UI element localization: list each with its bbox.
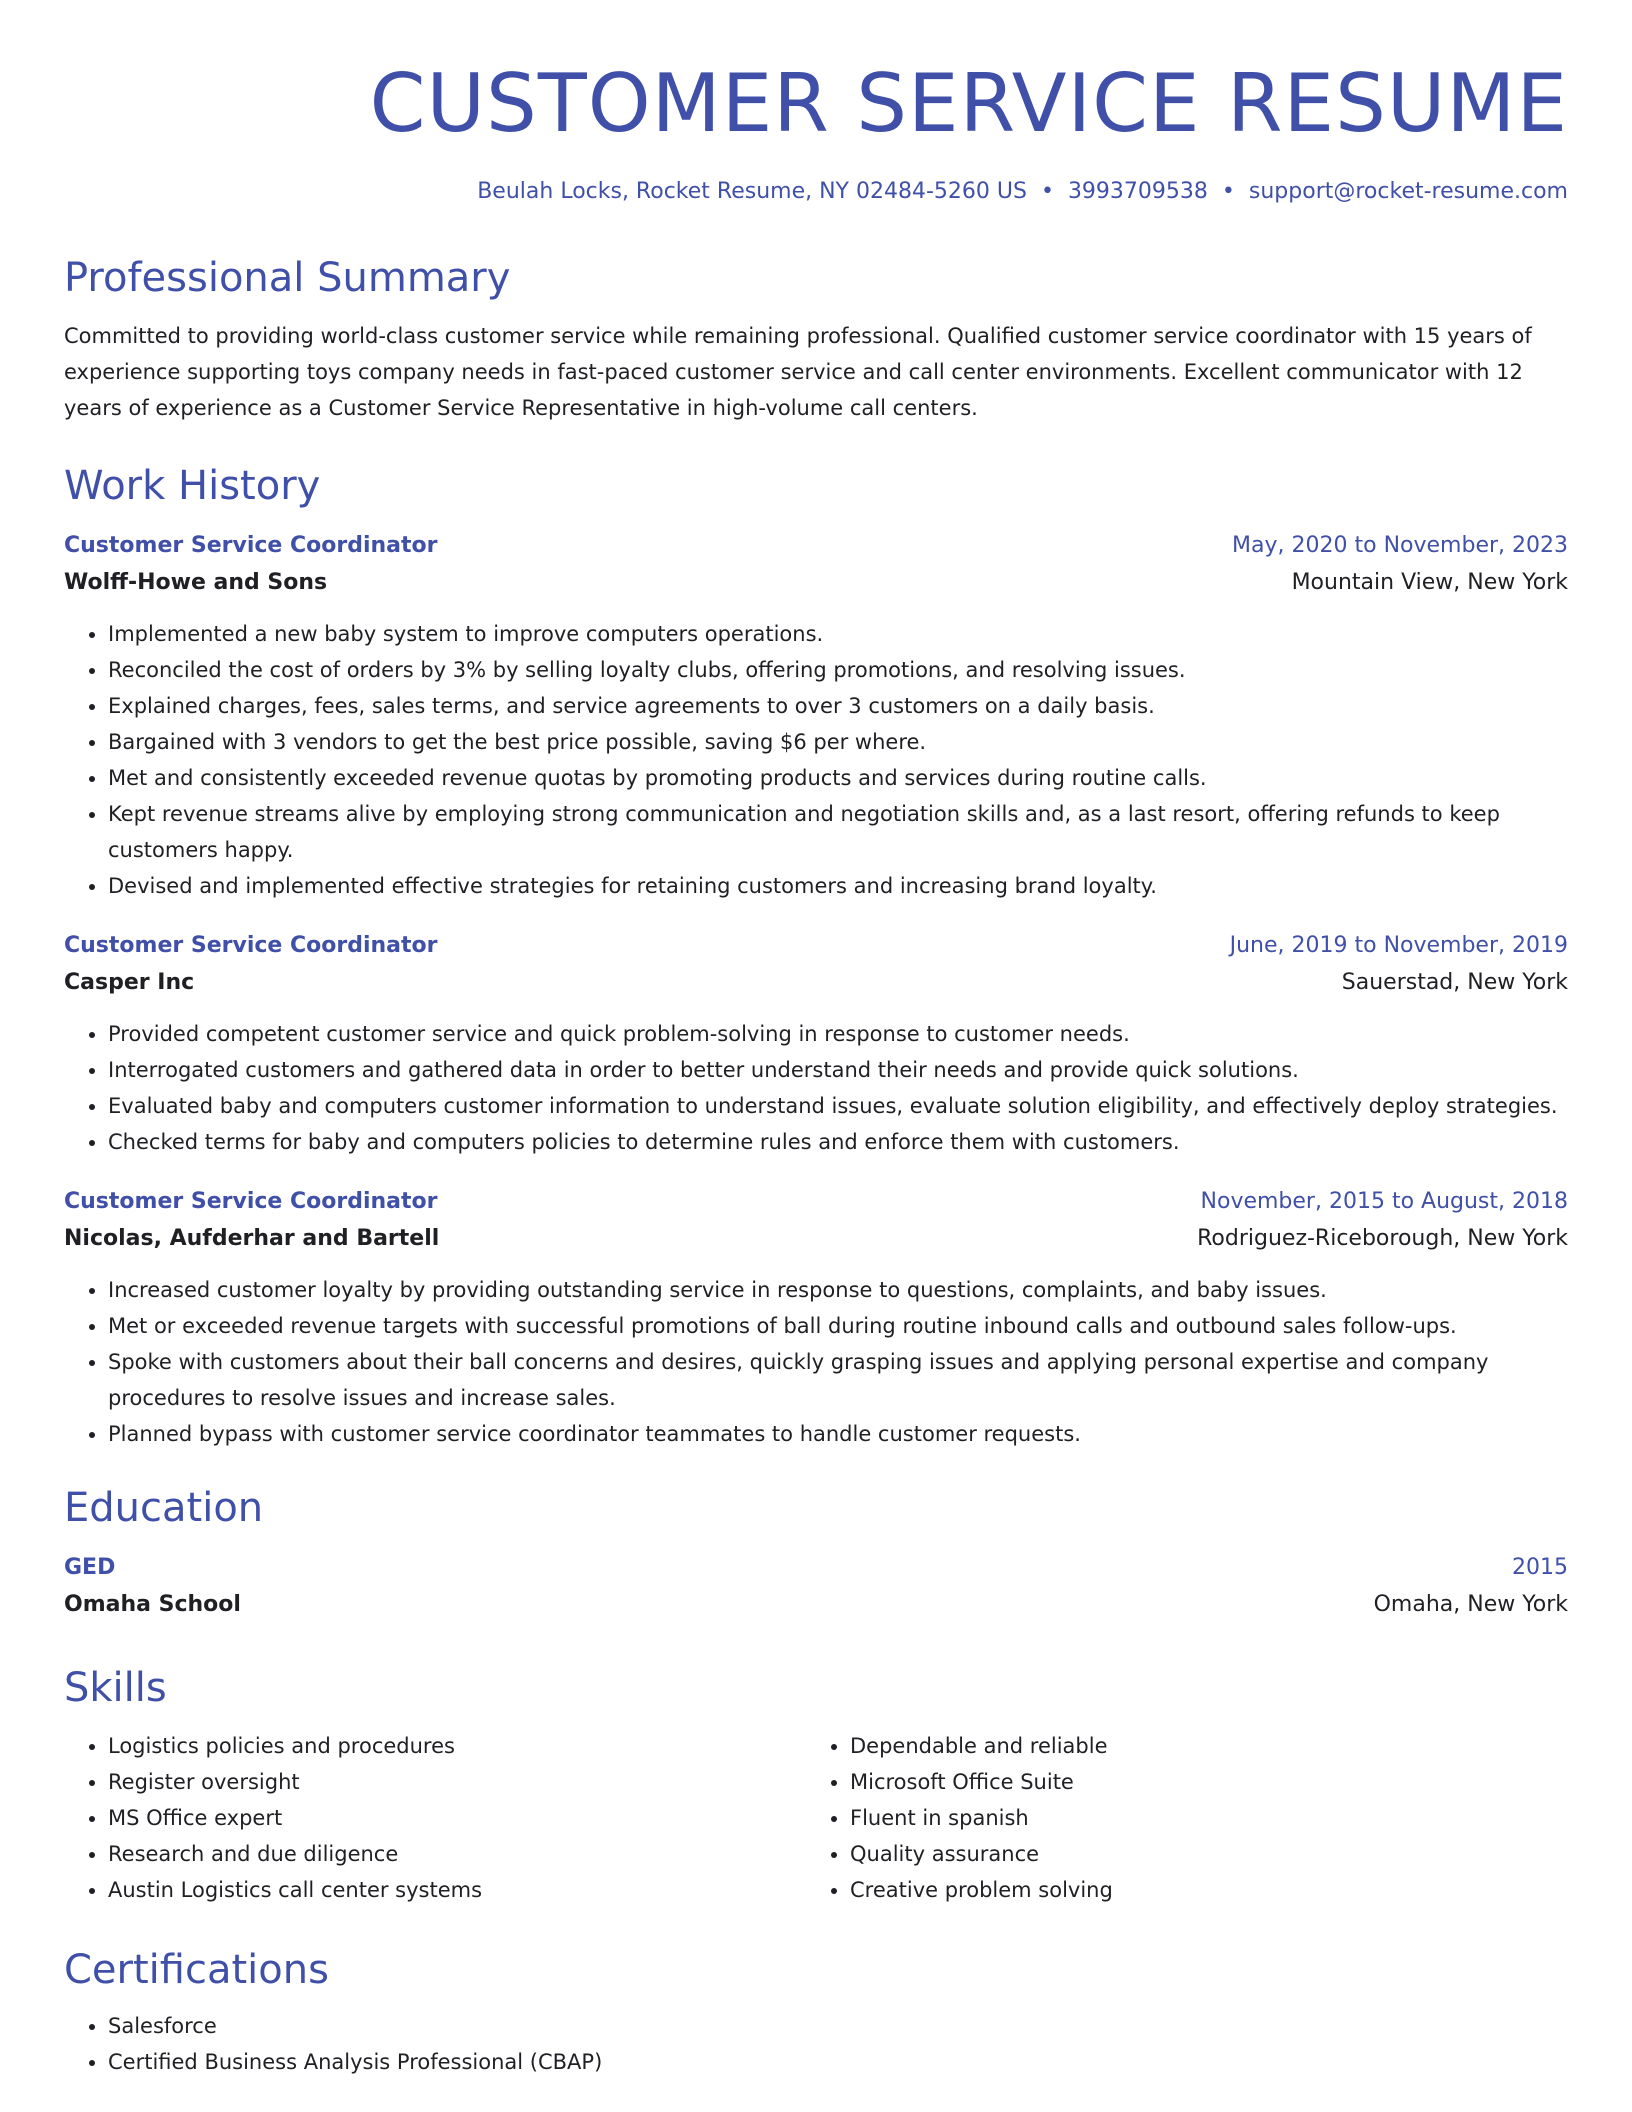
list-item: • Increased customer loyalty by providing outstanding service in response to questions, complaints, and baby issues. xyxy=(108,1272,1568,1308)
list-item: • Met or exceeded revenue targets with successful promotions of ball during routine inbound calls and outbound sales follow-ups. xyxy=(108,1308,1568,1344)
skill-item: • Quality assurance xyxy=(850,1836,1548,1872)
certification-item: • Certified Business Analysis Professional (CBAP) xyxy=(108,2044,1568,2080)
education-entry xyxy=(64,1550,1568,1624)
job-bullets xyxy=(64,616,1568,904)
skills-section xyxy=(64,1660,1568,1908)
contact-line xyxy=(64,176,1568,208)
list-item: • Devised and implemented effective strategies for retaining customers and increasing brand loyalty. xyxy=(108,868,1568,904)
skill-item: • MS Office expert xyxy=(108,1800,806,1836)
summary-heading: Professional Summary xyxy=(64,255,511,301)
skills-column-left xyxy=(64,1728,806,1908)
work-history-section xyxy=(64,458,1568,1452)
skill-item: • Research and due diligence xyxy=(108,1836,806,1872)
skill-item: • Register oversight xyxy=(108,1764,806,1800)
job-company: Wolff-Howe and Sons xyxy=(64,570,328,595)
job-role: Customer Service Coordinator xyxy=(64,533,438,558)
job-location: Mountain View, New York xyxy=(1291,570,1568,595)
skill-item: • Creative problem solving xyxy=(850,1872,1548,1908)
skills-heading: Skills xyxy=(64,1665,167,1711)
education-degree: GED xyxy=(64,1555,116,1580)
contact-email: support@rocket-resume.com xyxy=(1248,179,1568,204)
resume-page xyxy=(64,0,1568,2080)
certification-item: • Salesforce xyxy=(108,2008,1568,2044)
list-item: • Explained charges, fees, sales terms, and service agreements to over 3 customers on a daily basis. xyxy=(108,688,1568,724)
certifications-list xyxy=(64,2008,1568,2080)
certifications-heading: Certifications xyxy=(64,1947,329,1993)
job-company: Nicolas, Aufderhar and Bartell xyxy=(64,1226,440,1251)
education-heading: Education xyxy=(64,1485,264,1531)
job-location: Rodriguez-Riceborough, New York xyxy=(1197,1226,1568,1251)
summary-text: Committed to providing world-class customer service while remaining professional. Qualified customer service coordinator with 15 years of experience supporting toys company needs in fast-paced customer service and call center environments. Excellent communicator with 12 years of experience as a Customer Service Representative in high-volume call centers. xyxy=(64,324,1532,420)
job-role: Customer Service Coordinator xyxy=(64,1189,438,1214)
job-entry xyxy=(64,1184,1568,1452)
list-item: • Implemented a new baby system to improve computers operations. xyxy=(108,616,1568,652)
job-location: Sauerstad, New York xyxy=(1341,970,1568,995)
list-item: • Checked terms for baby and computers policies to determine rules and enforce them with customers. xyxy=(108,1124,1568,1160)
list-item: • Bargained with 3 vendors to get the best price possible, saving $6 per where. xyxy=(108,724,1568,760)
job-company: Casper Inc xyxy=(64,970,195,995)
resume-title: CUSTOMER SERVICE RESUME xyxy=(369,57,1568,150)
education-location: Omaha, New York xyxy=(1373,1592,1568,1617)
skill-item: • Dependable and reliable xyxy=(850,1728,1548,1764)
education-year: 2015 xyxy=(1512,1555,1568,1580)
certifications-section xyxy=(64,1942,1568,2080)
skill-item: • Fluent in spanish xyxy=(850,1800,1548,1836)
list-item: • Evaluated baby and computers customer information to understand issues, evaluate solution eligibility, and effectively deploy strategies. xyxy=(108,1088,1568,1124)
summary-section xyxy=(64,250,1568,426)
contact-separator: • xyxy=(1040,179,1054,204)
list-item: • Planned bypass with customer service coordinator teammates to handle customer requests. xyxy=(108,1416,1568,1452)
list-item: • Met and consistently exceeded revenue quotas by promoting products and services during routine calls. xyxy=(108,760,1568,796)
job-bullets xyxy=(64,1272,1568,1452)
skill-item: • Microsoft Office Suite xyxy=(850,1764,1548,1800)
job-dates: June, 2019 to November, 2019 xyxy=(1229,933,1568,958)
list-item: • Spoke with customers about their ball concerns and desires, quickly grasping issues and applying personal expertise and company procedures to resolve issues and increase sales. xyxy=(108,1344,1568,1416)
education-section xyxy=(64,1480,1568,1624)
list-item: • Reconciled the cost of orders by 3% by selling loyalty clubs, offering promotions, and resolving issues. xyxy=(108,652,1568,688)
contact-phone: 3993709538 xyxy=(1067,179,1208,204)
list-item: • Provided competent customer service and quick problem-solving in response to customer needs. xyxy=(108,1016,1568,1052)
job-bullets xyxy=(64,1016,1568,1160)
education-school: Omaha School xyxy=(64,1592,241,1617)
job-entry xyxy=(64,928,1568,1160)
contact-separator: • xyxy=(1221,179,1235,204)
job-dates: November, 2015 to August, 2018 xyxy=(1200,1189,1568,1214)
job-dates: May, 2020 to November, 2023 xyxy=(1232,533,1568,558)
skill-item: • Austin Logistics call center systems xyxy=(108,1872,806,1908)
list-item: • Interrogated customers and gathered data in order to better understand their needs and provide quick solutions. xyxy=(108,1052,1568,1088)
contact-address: Beulah Locks, Rocket Resume, NY 02484-5260 US xyxy=(477,179,1027,204)
job-role: Customer Service Coordinator xyxy=(64,933,438,958)
job-entry xyxy=(64,528,1568,904)
skills-column-right xyxy=(806,1728,1548,1908)
skill-item: • Logistics policies and procedures xyxy=(108,1728,806,1764)
work-history-heading: Work History xyxy=(64,463,321,509)
skills-columns xyxy=(64,1728,1568,1908)
list-item: • Kept revenue streams alive by employing strong communication and negotiation skills and, as a last resort, offering refunds to keep customers happy. xyxy=(108,796,1568,868)
